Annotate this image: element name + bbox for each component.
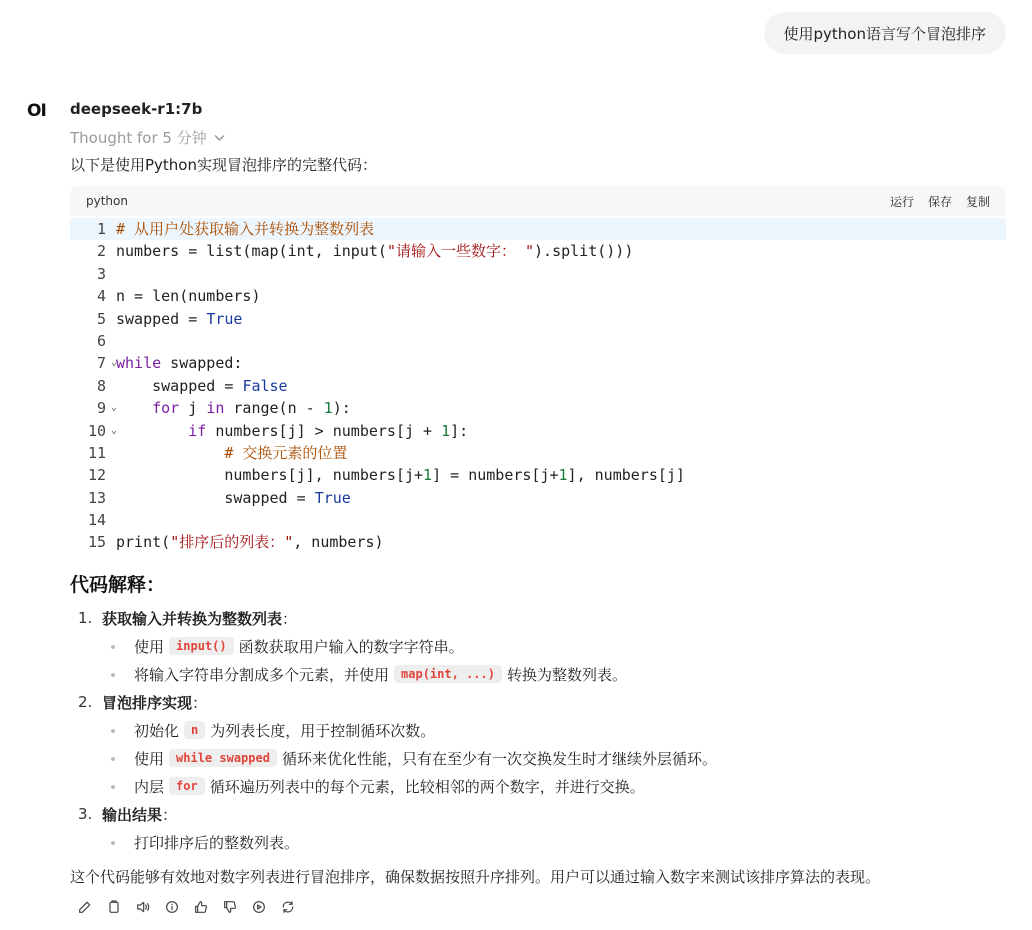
bullet-text-post: 转换为整数列表。 [506,665,627,684]
inline-code: input() [169,637,234,655]
code-token: ]: [450,421,469,440]
code-token: numbers[j], numbers[j+ [116,466,424,485]
copy-button[interactable] [103,896,125,918]
bullet-text-post: 为列表长度，用于控制循环次数。 [210,721,436,740]
code-editor[interactable] [70,216,1006,558]
bullet-text [112,664,627,685]
save-button[interactable]: 保存 [927,194,952,209]
thumbs-down-icon [222,899,238,915]
list-item-title: 输出结果 [102,805,163,824]
code-text [110,240,633,262]
code-text [110,263,116,285]
code-token: 1 [558,466,568,485]
list-item-title: 获取输入并转换为整数列表 [102,609,283,628]
code-token: True [314,488,351,507]
list-item-suffix: ： [192,693,208,712]
code-token: n = len(numbers) [116,287,261,306]
fold-chevron-icon[interactable]: ⌄ [111,357,118,369]
continue-icon [251,899,267,915]
bullet-text [112,776,645,797]
copy-icon [106,899,122,915]
user-message-bubble [764,12,1006,54]
edit-icon [77,899,93,915]
bullet-item [78,660,717,688]
code-token: for [152,399,180,418]
bullet-text-post: 函数获取用户输入的数字字符串。 [238,637,464,656]
code-language: python [86,194,128,208]
code-token: swapped: [161,354,243,373]
line-number: 5 [96,309,106,328]
thumbs-up-icon [193,899,209,915]
thought-label: Thought for 5 分钟 [70,129,207,147]
code-token: True [206,309,243,328]
bullet-text-post: 循环遍历列表中的每个元素，比较相邻的两个数字，并进行交换。 [209,777,645,796]
inline-code: for [169,777,205,795]
code-text [110,442,347,464]
bullet-item [78,744,717,772]
code-token: ).split())) [534,242,634,261]
bullet-text [112,832,299,853]
line-number: 10 [87,421,106,440]
code-text [110,352,242,374]
list-item [78,800,717,828]
code-token: ): [332,399,351,418]
code-text [110,285,261,307]
code-token: print( [116,533,171,552]
code-text [110,375,288,397]
bullet-text-pre: 使用 [134,749,165,768]
bullet-text-post: 循环来优化性能，只有在至少有一次交换发生时才继续外层循环。 [281,749,717,768]
code-text [110,464,685,486]
code-token: , numbers) [293,533,384,552]
read-aloud-button[interactable] [132,896,154,918]
list-number: 1. [78,609,93,627]
code-token: while [116,354,162,373]
code-header [70,186,1006,216]
bullet-item [78,632,717,660]
inline-code: n [184,721,205,739]
bullet-text-pre: 打印排序后的整数列表。 [134,833,300,852]
summary-text: 这个代码能够有效地对数字列表进行冒泡排序，确保数据按照升序排列。用户可以通过输入数字来测试该排序算法的表现。 [70,868,881,886]
code-token: swapped = [116,376,243,395]
list-item [78,688,717,716]
list-number: 3. [78,805,93,823]
code-text [110,531,384,553]
code-line [70,375,1006,397]
code-token [116,422,188,440]
model-avatar: OI [27,101,46,121]
code-line [70,531,1006,553]
line-number: 14 [87,511,106,530]
line-number: 6 [96,331,106,350]
code-text [110,218,374,240]
run-button[interactable]: 运行 [889,194,914,209]
code-token: 1 [423,466,433,485]
code-text [110,420,468,442]
edit-button[interactable] [74,896,96,918]
code-token: "排序后的列表：" [170,533,294,552]
code-token: numbers = list(map(int, input( [116,242,387,261]
regenerate-icon [280,899,296,915]
code-text [110,308,242,330]
code-block [70,186,1006,558]
code-token: 1 [441,421,451,440]
code-line [70,352,1006,374]
code-line [70,464,1006,486]
code-text [110,487,351,509]
bullet-text [112,748,717,769]
line-number: 12 [87,466,106,485]
code-token [116,444,224,462]
user-message-text: 使用python语言写个冒泡排序 [783,24,986,43]
line-number: 1 [96,220,106,238]
list-number: 2. [78,693,93,711]
explanation-list [78,604,717,856]
code-line [70,308,1006,330]
fold-chevron-icon[interactable]: ⌄ [111,424,118,436]
line-number: 11 [87,443,106,462]
copy-code-button[interactable]: 复制 [965,194,990,209]
bullet-text-pre: 内层 [134,777,165,796]
list-item-title: 冒泡排序实现 [102,693,193,712]
code-token: swapped = [116,309,207,328]
code-line [70,218,1006,240]
info-icon [164,899,180,915]
bullet-text-pre: 将输入字符串分割成多个元素，并使用 [134,665,390,684]
line-number: 7 [96,354,106,373]
continue-button[interactable] [248,896,270,918]
line-number: 3 [96,264,106,283]
response-intro: 以下是使用Python实现冒泡排序的完整代码： [70,156,377,174]
code-line [70,397,1006,419]
code-line [70,509,1006,531]
code-line [70,442,1006,464]
code-line [70,240,1006,262]
explanation-title: 代码解释： [70,574,166,596]
message-toolbar [74,896,299,918]
code-actions [890,193,990,210]
code-token: # 交换元素的位置 [224,443,348,462]
code-token: ] = numbers[j+ [432,466,559,485]
code-token: numbers[j] > numbers[j + [206,421,442,440]
code-line [70,263,1006,285]
code-line [70,420,1006,442]
line-number: 2 [96,242,106,261]
bullet-item [78,828,717,856]
read-aloud-icon [135,899,151,915]
line-number: 9 [96,399,106,418]
code-token: j [179,399,207,418]
good-response-button[interactable] [190,896,212,918]
bullet-text-pre: 初始化 [134,721,180,740]
code-line [70,330,1006,352]
code-token: # 从用户处获取输入并转换为整数列表 [116,220,375,238]
model-name: deepseek-r1:7b [70,100,203,118]
line-number: 13 [87,488,106,507]
info-button[interactable] [161,896,183,918]
inline-code: while swapped [169,749,277,767]
code-token: ], numbers[j] [567,466,685,485]
bullet-item [78,716,717,744]
code-text [110,330,116,352]
code-text [110,509,116,531]
line-number: 4 [96,287,106,306]
code-token: "请输入一些数字： " [386,242,535,261]
code-line [70,487,1006,509]
line-number: 8 [96,376,106,395]
bullet-text-pre: 使用 [134,637,165,656]
list-item-suffix: ： [162,805,178,824]
code-token: 1 [323,399,333,418]
code-token: False [242,376,288,395]
bullet-item [78,772,717,800]
code-token [116,399,152,417]
code-token: swapped = [116,488,315,507]
inline-code: map(int, ...) [394,665,502,683]
line-number: 15 [87,533,106,552]
bullet-text [112,720,435,741]
bullet-text [112,636,464,657]
code-line [70,285,1006,307]
list-item-suffix: ： [282,609,298,628]
thought-toggle[interactable] [70,127,226,148]
chevron-down-icon [213,131,226,144]
regenerate-button[interactable] [277,896,299,918]
list-item [78,604,717,632]
code-text [110,397,351,419]
code-token: if [188,421,207,440]
fold-chevron-icon[interactable]: ⌄ [111,402,118,414]
code-token: range(n - [224,399,324,418]
code-token: in [206,399,225,418]
bad-response-button[interactable] [219,896,241,918]
